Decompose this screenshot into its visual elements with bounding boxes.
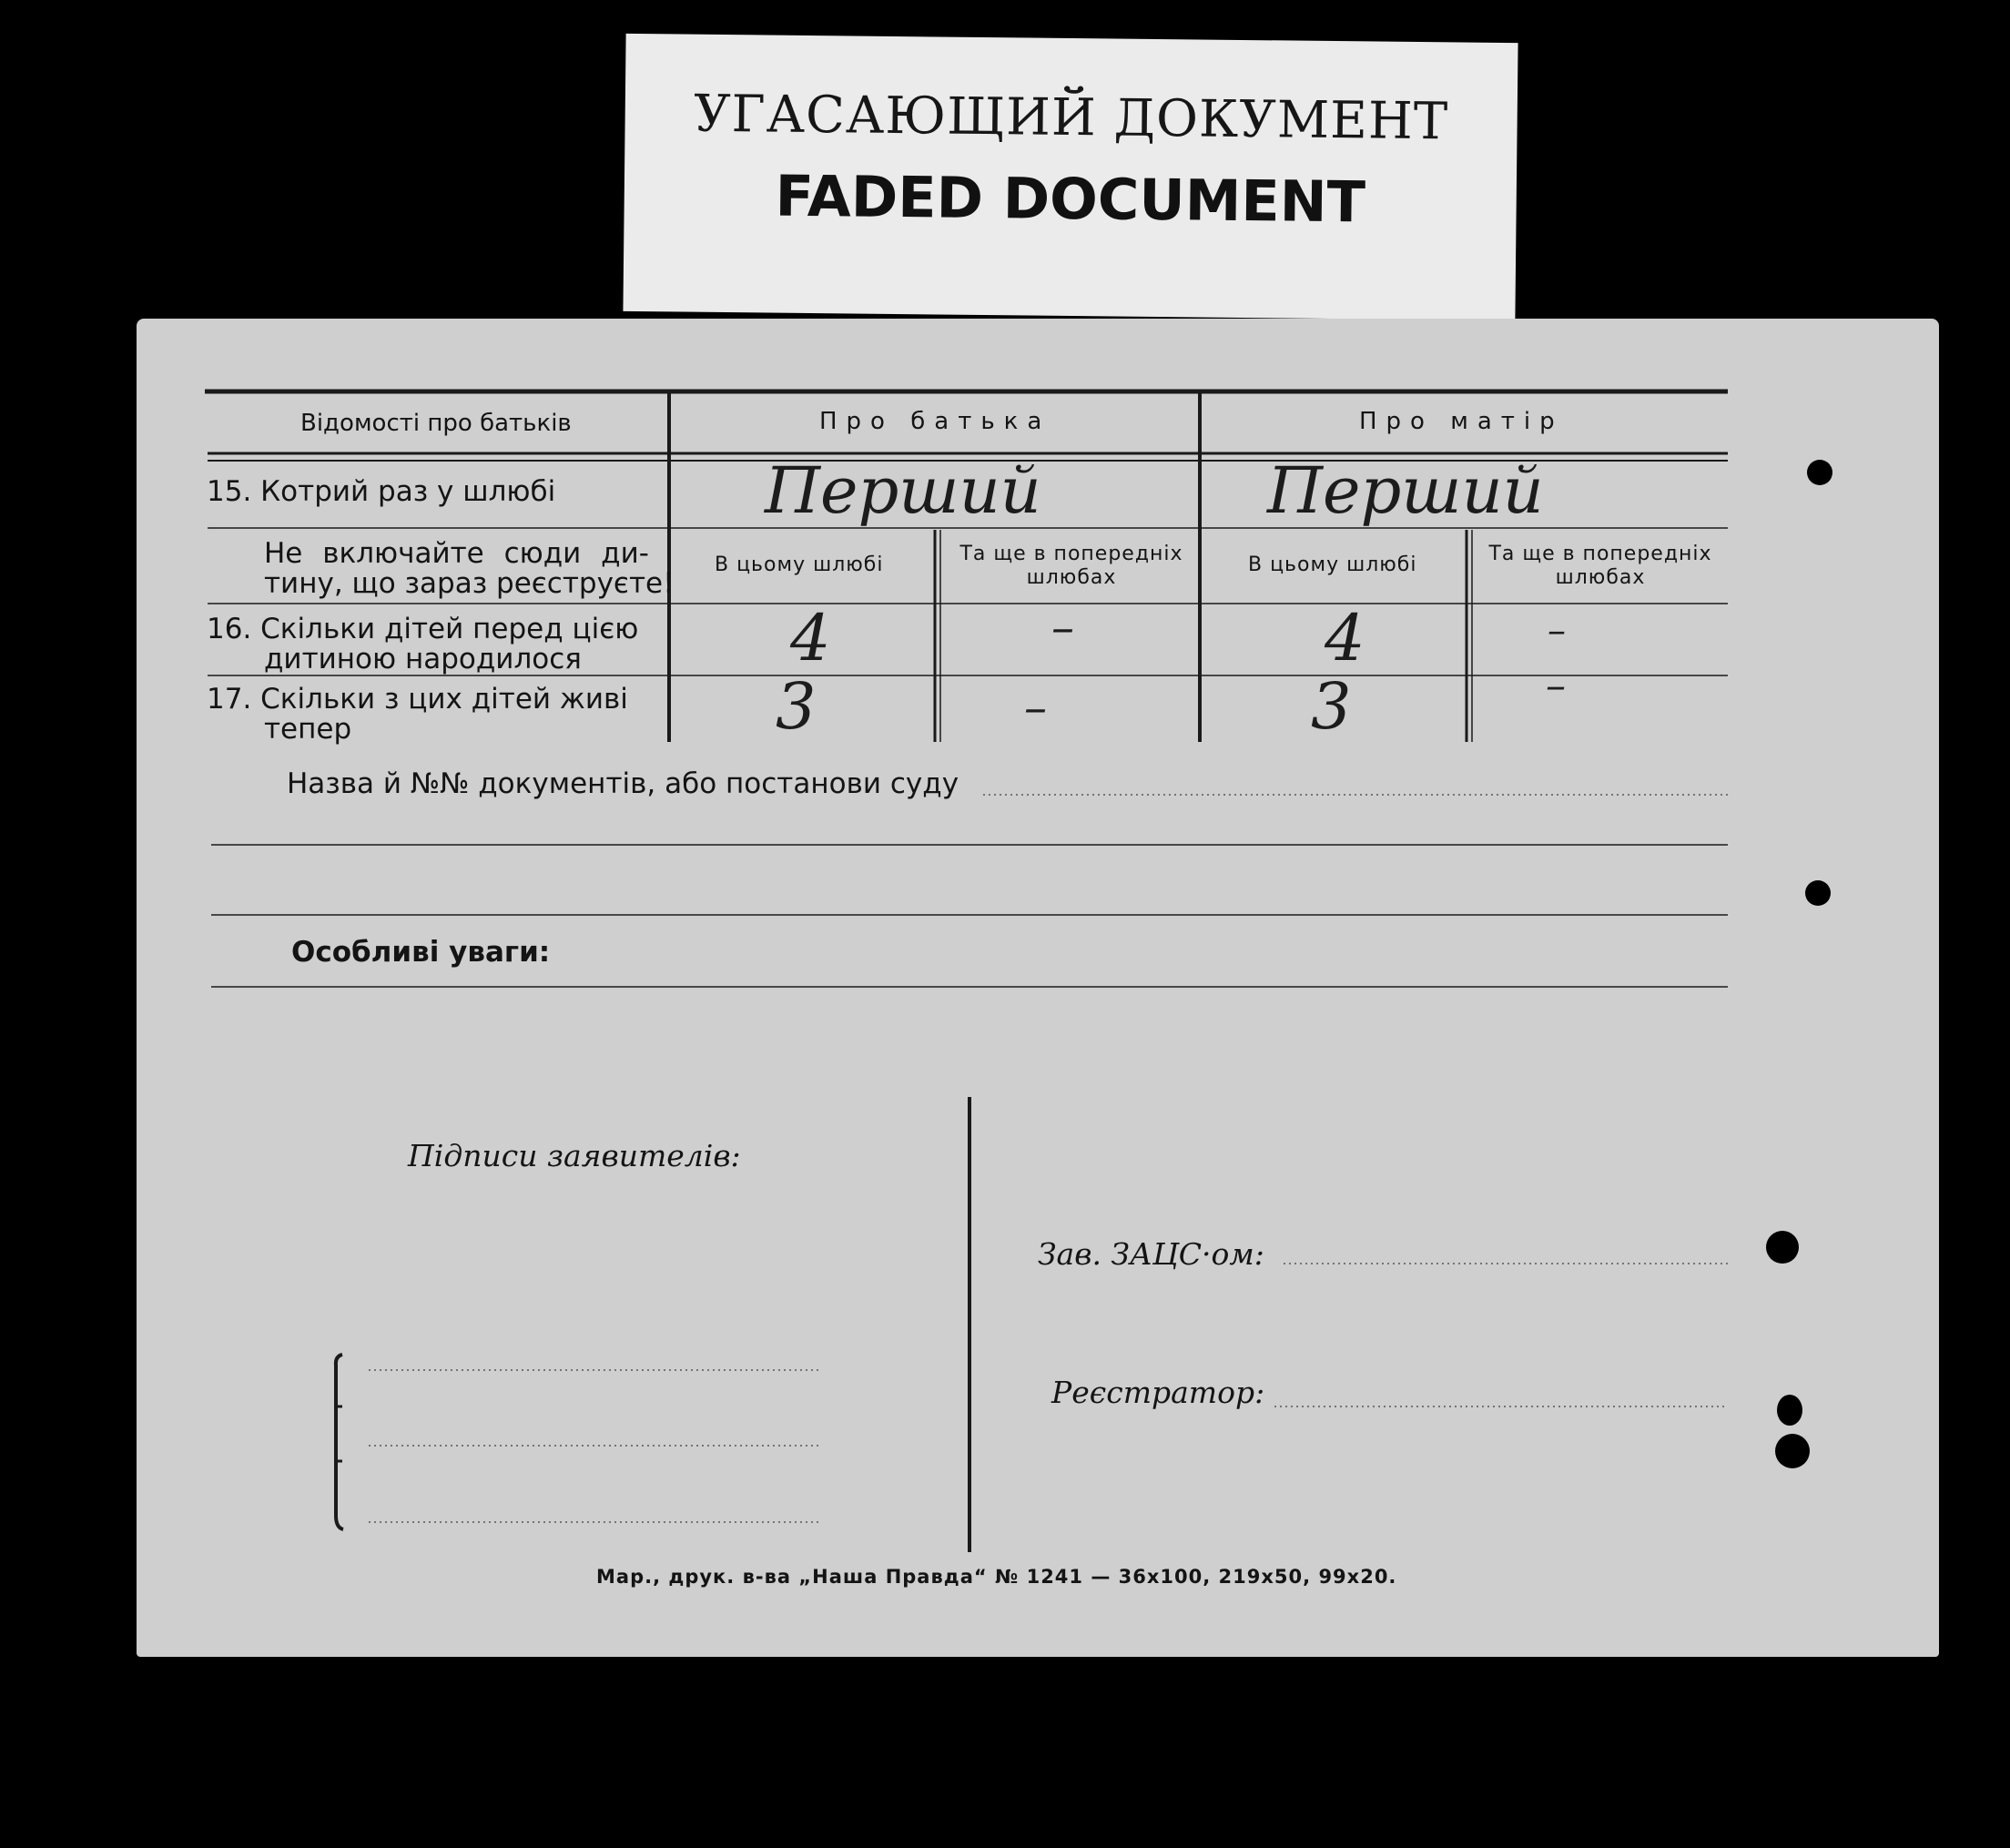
row17-mother-prev: – [1546,663,1566,709]
punch-hole [1777,1395,1802,1426]
row15-label: 15. Котрий раз у шлюбі [207,475,556,508]
row17-label-line2: тепер [264,713,352,746]
row17-label-line1: 17. Скільки з цих дітей живі [207,683,628,716]
mother-previous-header-line2: шлюбах [1555,566,1646,589]
head-label: Зав. ЗАЦС·ом: [1038,1236,1264,1272]
header-parents: Відомості про батьків [300,410,572,437]
row16-father-prev: – [1051,601,1074,654]
header-father: Про батька [819,408,1051,435]
row17-father-this: 3 [776,669,817,744]
punch-hole [1807,460,1832,485]
row15-father-value: Перший [765,453,1041,528]
mother-previous-header [1487,543,1714,590]
row17-father-prev: – [1024,681,1047,734]
remarks-label: Особливі уваги: [291,936,551,969]
father-previous-header [958,543,1185,590]
documents-label: Назва й №№ документів, або постанови суду [287,767,959,800]
row16-label-line2: дитиною народилося [264,643,582,675]
header-mother: Про матір [1359,408,1564,435]
father-previous-header-line1: Та ще в попередніх [959,543,1183,565]
label-russian: УГАСАЮЩИЙ ДОКУМЕНТ [693,84,1449,152]
row16-label-line1: 16. Скільки дітей перед цією [207,613,639,645]
row16-mother-this: 4 [1325,601,1365,675]
signatures-label: Підписи заявителів: [408,1138,741,1173]
registrar-label: Реєстратор: [1051,1375,1265,1410]
row16-mother-prev: – [1548,610,1566,652]
mother-this-marriage-header: В цьому шлюбі [1248,553,1417,576]
punch-hole [1805,880,1831,906]
note-line1: Не включайте сюди ди- [264,537,649,570]
row15-mother-value: Перший [1267,453,1544,528]
punch-hole [1766,1231,1799,1264]
mother-previous-header-line1: Та ще в попередніх [1488,543,1712,565]
row17-mother-this: 3 [1311,669,1352,744]
row16-father-this: 4 [790,601,831,675]
label-english: FADED DOCUMENT [775,162,1366,236]
father-previous-header-line2: шлюбах [1026,566,1117,589]
printer-footer: Мар., друк. в-ва „Наша Правда“ № 1241 — 36х100, 219х50, 99х20. [596,1566,1397,1588]
punch-hole [1775,1434,1810,1468]
note-line2: тину, що зараз реєструєте! [264,567,675,600]
father-this-marriage-header: В цьому шлюбі [715,553,884,576]
